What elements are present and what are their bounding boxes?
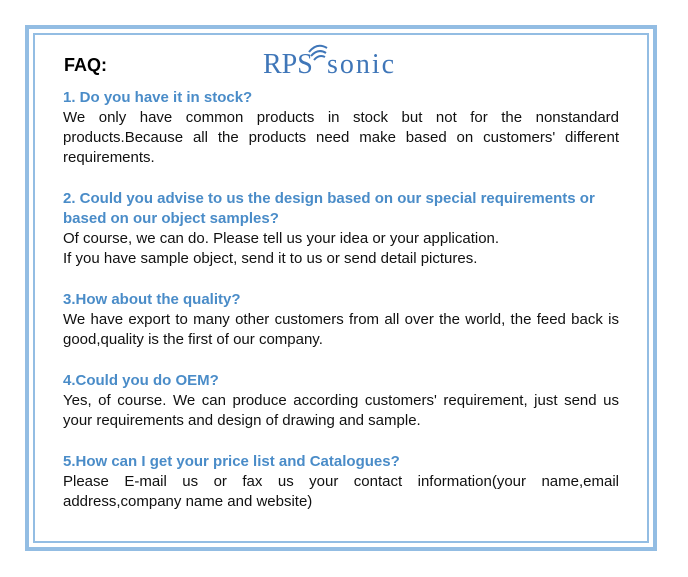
faq-item	[63, 371, 619, 431]
faq-answer	[63, 472, 619, 512]
faq-answer-line: If you have sample object, send it to us or send detail pictures.	[63, 250, 478, 267]
faq-answer-line: Please E-mail us or fax us your contact information(your name,email address,company name and website)	[63, 473, 619, 510]
faq-answer-line: We only have common products in stock but not for the nonstandard products.Because all the products need make based on customers' different requirements.	[63, 109, 619, 166]
faq-answer-line: Of course, we can do. Please tell us your idea or your application.	[63, 230, 500, 247]
faq-list	[63, 88, 619, 533]
faq-item	[63, 88, 619, 168]
faq-question: 1. Do you have it in stock?	[63, 89, 253, 106]
company-logo	[263, 38, 413, 80]
faq-item	[63, 189, 619, 269]
logo-left-text: RPS	[263, 49, 313, 80]
faq-answer	[63, 108, 619, 168]
logo-right-text: sonic	[327, 49, 397, 80]
faq-answer	[63, 229, 619, 269]
faq-answer-line: We have export to many other customers from all over the world, the feed back is good,quality is the first of our company.	[63, 311, 619, 348]
faq-answer	[63, 391, 619, 431]
faq-item	[63, 452, 619, 512]
faq-question: 3.How about the quality?	[63, 291, 241, 308]
faq-heading: FAQ:	[64, 55, 107, 75]
faq-item	[63, 290, 619, 350]
faq-question: 4.Could you do OEM?	[63, 372, 219, 389]
faq-question: 2. Could you advise to us the design based on our special requirements or based on our object samples?	[63, 190, 595, 227]
faq-answer-line: Yes, of course. We can produce according customers' requirement, just send us your requirements and design of drawing and sample.	[63, 392, 619, 429]
faq-question: 5.How can I get your price list and Catalogues?	[63, 453, 400, 470]
faq-answer	[63, 310, 619, 350]
